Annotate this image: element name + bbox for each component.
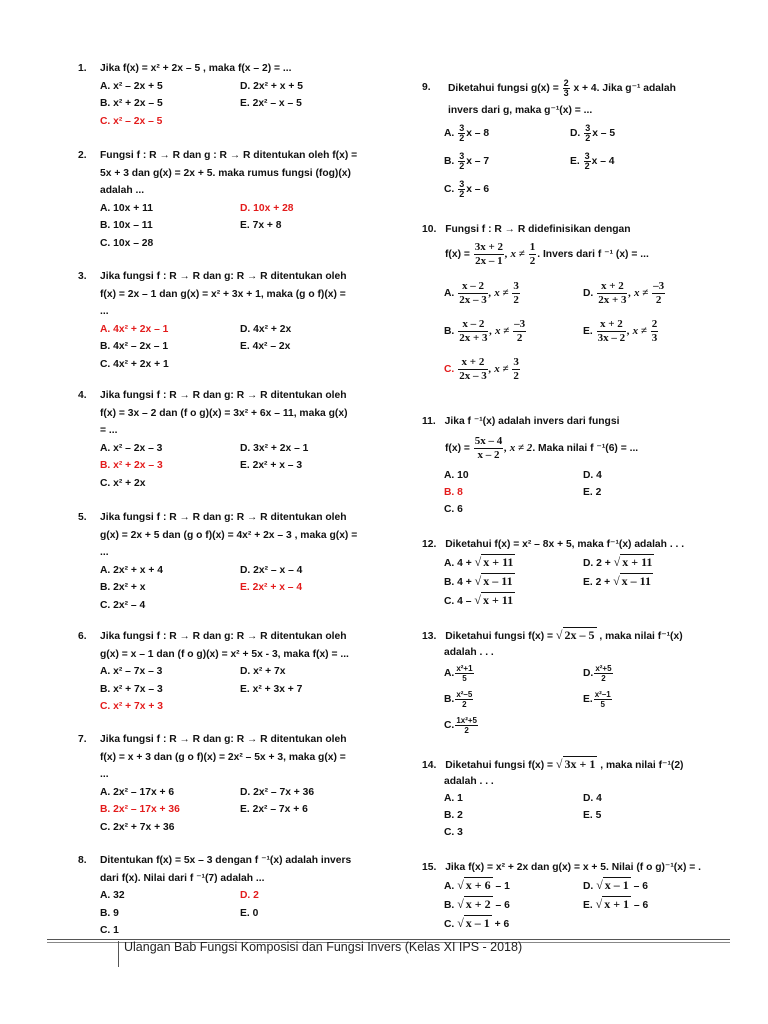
question-stem: Diketahui fungsi g(x) = (448, 83, 559, 95)
option-b: B. 2x² – 17x + 36 (100, 804, 180, 815)
option-b: B. $\frac{x - 2}{2x + 3}$ , x ≠ $\frac{-3}{2}$ (444, 318, 526, 344)
option-a: A. 4 + √ x + 11 (444, 555, 514, 569)
option-d: D. 4 (583, 470, 602, 481)
question-number: 12. (422, 539, 437, 550)
question-3 (78, 268, 398, 373)
option-c: C. $\frac{\text{1x²+5}}{2}$ (444, 716, 477, 735)
option-e: E. $\frac{x + 2}{3x - 2}$ , x ≠ $\frac{2}{3}$ (583, 318, 658, 344)
option-b: B. 2 (444, 810, 463, 821)
question-2 (78, 147, 398, 252)
fraction: $\frac{2}{3}$ (563, 78, 569, 98)
option-a: A. 1 (444, 793, 463, 804)
option-d: D. 2x² – 7x + 36 (240, 786, 315, 798)
option-c: C. 4x² + 2x + 1 (100, 358, 169, 370)
option-d: D. $\frac{\text{x²+5}}{2}$ (583, 664, 612, 683)
question-7 (78, 731, 398, 836)
option-e: E. 5 (583, 810, 602, 821)
option-c: C. 6 (444, 504, 463, 515)
question-11-function: f(x) = $\frac{5x - 4}{x - 2}$ , x ≠ 2. Maka nilai f ⁻¹(6) = ... (445, 435, 639, 461)
option-a: A. x² – 2x – 3 (100, 442, 163, 454)
option-e: E. 2 + √ x – 11 (583, 574, 652, 588)
question-number: 14. (422, 760, 437, 771)
question-stem: ... (100, 547, 109, 558)
option-e: E. 0 (240, 907, 259, 919)
question-number: 10. (422, 224, 437, 235)
option-c: C. 10x – 28 (100, 237, 154, 249)
option-c: C. √ x – 1 + 6 (444, 916, 510, 930)
option-d: D. 2 (240, 890, 259, 901)
option-d: D. 2x² + x + 5 (240, 80, 303, 92)
question-number: 9. (422, 82, 431, 93)
option-b: B. 4 + √ x – 11 (444, 574, 513, 588)
option-a: A. √ x + 6 – 1 (444, 878, 510, 892)
option-e: E. 2x² – x – 5 (240, 98, 302, 109)
question-4 (78, 387, 398, 492)
question-6 (78, 628, 398, 716)
footer-vertical-divider (118, 941, 119, 967)
option-b: B. 9 (100, 907, 119, 919)
question-stem: ... (100, 306, 109, 317)
question-stem: f(x) = 2x – 1 dan g(x) = x² + 3x + 1, maka (g o f)(x) = (100, 288, 346, 300)
question-number: 1. (78, 63, 87, 74)
question-number: 11. (422, 416, 436, 427)
option-b: B. 2x² + x (100, 582, 146, 593)
question-stem: Diketahui f(x) = x² – 8x + 5, maka f⁻¹(x) adalah . . . (445, 539, 685, 550)
option-c: C. 1 (100, 925, 119, 936)
question-number: 2. (78, 150, 87, 161)
question-stem: Jika fungsi f : R → R dan g: R → R ditentukan oleh (100, 734, 347, 745)
question-1 (78, 60, 398, 130)
question-8 (78, 852, 398, 940)
option-d: D. 3x² + 2x – 1 (240, 442, 309, 454)
question-stem: Fungsi f : R → R dan g : R → R ditentukan oleh f(x) = (100, 150, 358, 161)
option-d: D. 10x + 28 (240, 202, 294, 214)
question-13: 13. Diketahui fungsi f(x) = √ 2x – 5 , maka nilai f⁻¹(x) (422, 628, 683, 642)
option-e: E. 2 (583, 487, 602, 498)
question-stem: g(x) = x – 1 dan (f o g)(x) = x² + 5x - 3, maka f(x) = ... (100, 648, 349, 660)
question-12 (422, 536, 684, 554)
option-a: A. $\frac{x - 2}{2x - 3}$ , x ≠ $\frac{3}{2}$ (444, 280, 519, 306)
option-e: E. 4x² – 2x (240, 341, 291, 352)
question-stem: Fungsi f : R → R didefinisikan dengan (445, 224, 631, 235)
option-e: E. $\frac{3}{2}$ x – 4 (570, 151, 615, 171)
question-stem: ... (100, 769, 109, 780)
question-number: 5. (78, 512, 87, 523)
option-a: A. x² – 2x + 5 (100, 80, 163, 92)
question-stem: Jika fungsi f : R → R dan g: R → R ditentukan oleh (100, 512, 347, 523)
question-number: 3. (78, 271, 87, 282)
option-d: D. 4x² + 2x (240, 323, 292, 335)
question-stem: Jika fungsi f : R → R dan g: R → R ditentukan oleh (100, 390, 347, 401)
question-stem: adalah . . . (444, 647, 494, 658)
option-c: C. 2x² – 4 (100, 599, 146, 611)
question-stem: Ditentukan f(x) = 5x – 3 dengan f ⁻¹(x) adalah invers (100, 855, 352, 866)
question-stem: Jika f(x) = x² + 2x – 5 , maka f(x – 2) = ... (100, 63, 292, 74)
question-stem: f(x) = x + 3 dan (g o f)(x) = 2x² – 5x + 3, maka g(x) = (100, 751, 346, 763)
option-d: D. $\frac{x + 2}{2x + 3}$ , x ≠ $\frac{-3}{2}$ (583, 280, 665, 306)
option-a: A. 2x² + x + 4 (100, 564, 163, 576)
option-b: B. 4x² – 2x – 1 (100, 341, 169, 352)
question-number: 13. (422, 631, 437, 642)
question-stem: 5x + 3 dan g(x) = 2x + 5. maka rumus fungsi (fog)(x) (100, 167, 351, 179)
option-b: B. x² + 2x – 5 (100, 98, 163, 109)
question-stem: Jika f(x) = x² + 2x dan g(x) = x + 5. Nilai (f o g)⁻¹(x) = . (445, 862, 701, 873)
question-15 (422, 859, 701, 877)
option-b: B. 10x – 11 (100, 220, 153, 231)
question-14: 14. Diketahui fungsi f(x) = √ 3x + 1 , maka nilai f⁻¹(2) (422, 757, 684, 771)
option-e: E. 2x² + x – 4 (240, 582, 303, 593)
option-a: A. $\frac{\text{x²+1}}{5}$ (444, 664, 473, 683)
option-b: B. x² + 2x – 3 (100, 460, 163, 471)
question-stem: g(x) = 2x + 5 dan (g o f)(x) = 4x² + 2x – 3 , maka g(x) = (100, 529, 358, 541)
question-stem: Diketahui fungsi f(x) = (445, 631, 554, 642)
question-stem: Jika fungsi f : R → R dan g: R → R ditentukan oleh (100, 631, 347, 642)
option-e: E. x² + 3x + 7 (240, 683, 303, 695)
question-10 (422, 221, 631, 239)
question-stem: dari f(x). Nilai dari f ⁻¹(7) adalah ... (100, 872, 265, 884)
question-number: 6. (78, 631, 87, 642)
option-d: D. $\frac{3}{2}$ x – 5 (570, 123, 616, 143)
option-a: A. 2x² – 17x + 6 (100, 786, 175, 798)
question-stem: x + 4. Jika g⁻¹ adalah (573, 83, 676, 95)
question-stem: Jika fungsi f : R → R dan g: R → R ditentukan oleh (100, 271, 347, 282)
question-stem: adalah . . . (444, 776, 494, 787)
question-stem: adalah ... (100, 185, 145, 196)
option-a: A. 32 (100, 890, 125, 901)
question-number: 4. (78, 390, 87, 401)
question-stem: Jika f ⁻¹(x) adalah invers dari fungsi (444, 416, 620, 427)
option-a: A. 10x + 11 (100, 202, 153, 214)
option-e: E. 2x² + x – 3 (240, 460, 303, 471)
option-b: B. $\frac{\text{x²–5}}{2}$ (444, 690, 473, 709)
option-c: C. 2x² + 7x + 36 (100, 821, 175, 833)
question-stem: invers dari g, maka g⁻¹(x) = ... (448, 105, 593, 116)
option-d: D. 2x² – x – 4 (240, 564, 303, 576)
question-10-function: f(x) = $\frac{3x + 2}{2x - 1}$ , x ≠ $\frac{1}{2}$ . Invers dari f ⁻¹ (x) = ... (445, 241, 649, 267)
option-e: E. $\frac{\text{x²–1}}{5}$ (583, 690, 611, 709)
question-stem: f(x) = 3x – 2 dan (f o g)(x) = 3x² + 6x – 11, maka g(x) (100, 407, 348, 419)
question-number: 7. (78, 734, 87, 745)
option-a: A. x² – 7x – 3 (100, 666, 163, 677)
option-c: C. x² + 7x + 3 (100, 701, 163, 712)
question-stem: = ... (100, 425, 118, 436)
option-e: E. 7x + 8 (240, 220, 282, 231)
option-c: C. x² + 2x (100, 477, 146, 489)
option-d: D. x² + 7x (240, 666, 286, 677)
question-number: 8. (78, 855, 87, 866)
option-b: B. 8 (444, 487, 463, 498)
option-c: C. x² – 2x – 5 (100, 115, 163, 127)
option-c: C. 3 (444, 827, 463, 838)
question-5 (78, 509, 398, 614)
footer-title: Ulangan Bab Fungsi Komposisi dan Fungsi Invers (Kelas XI IPS - 2018) (124, 940, 523, 954)
option-d: D. 2 + √ x + 11 (583, 555, 653, 569)
option-a: A. $\frac{3}{2}$ x – 8 (444, 123, 490, 143)
option-b: B. x² + 7x – 3 (100, 683, 163, 695)
question-11 (422, 413, 619, 431)
option-a: A. 10 (444, 470, 469, 481)
option-b: B. $\frac{3}{2}$ x – 7 (444, 151, 490, 171)
option-d: D. 4 (583, 793, 602, 804)
option-e: E. √ x + 1 – 6 (583, 897, 649, 911)
question-number: 15. (422, 862, 437, 873)
question-stem: Diketahui fungsi f(x) = (445, 760, 554, 771)
option-d: D. √ x – 1 – 6 (583, 878, 648, 892)
option-a: A. 4x² + 2x – 1 (100, 323, 169, 335)
option-c: C. $\frac{x + 2}{2x - 3}$ , x ≠ $\frac{3}{2}$ (444, 356, 519, 382)
option-b: B. √ x + 2 – 6 (444, 897, 510, 911)
option-e: E. 2x² – 7x + 6 (240, 804, 308, 815)
option-c: C. 4 – √ x + 11 (444, 593, 514, 607)
question-9 (422, 79, 752, 120)
option-c: C. $\frac{3}{2}$ x – 6 (444, 179, 490, 199)
